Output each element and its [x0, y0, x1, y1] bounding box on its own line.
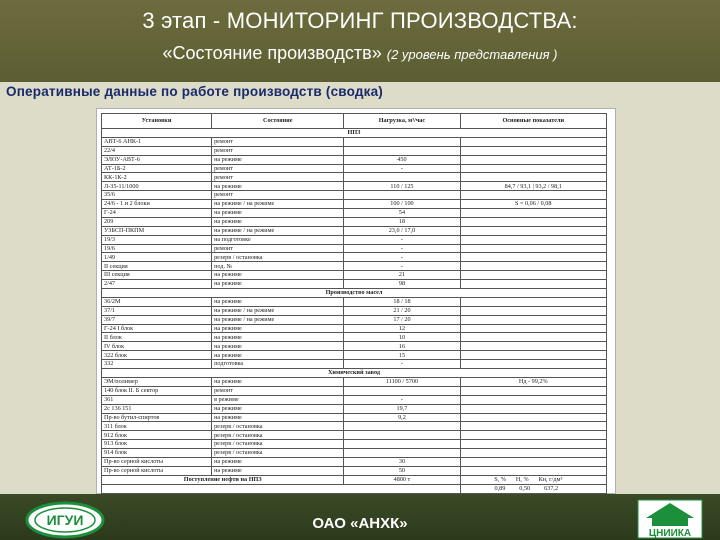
table-cell	[460, 351, 606, 360]
column-header: Нагрузка, м³/час	[344, 114, 460, 129]
table-row	[102, 280, 607, 289]
table-cell: подготовка	[212, 360, 344, 369]
total-row	[102, 475, 607, 484]
table-cell: 21	[344, 271, 460, 280]
table-cell: на режиме / на режиме	[212, 200, 344, 209]
table-cell	[460, 404, 606, 413]
table-row	[102, 351, 607, 360]
table-cell: на режиме / на режиме	[212, 315, 344, 324]
table-cell: на режиме	[212, 217, 344, 226]
table-row	[102, 422, 607, 431]
table-cell	[344, 137, 460, 146]
table-cell: IV блок	[102, 342, 212, 351]
table-cell: -	[344, 395, 460, 404]
table-row	[102, 217, 607, 226]
table-cell	[460, 235, 606, 244]
table-cell: ремонт	[212, 191, 344, 200]
table-cell	[460, 146, 606, 155]
summary-table	[101, 113, 607, 502]
table-cell	[344, 386, 460, 395]
table-row	[102, 182, 607, 191]
total-value: 4800 т	[344, 475, 460, 484]
table-row	[102, 360, 607, 369]
table-cell: ремонт	[212, 173, 344, 182]
table-cell: 84,7 / 93,1 | 93,2 / 98,1	[460, 182, 606, 191]
table-cell: 15	[344, 351, 460, 360]
total-value-item: 637,2	[544, 484, 559, 492]
table-cell: 2/47	[102, 280, 212, 289]
table-cell: 322 блок	[102, 351, 212, 360]
table-cell: под. №	[212, 262, 344, 271]
table-cell: АТ-1Б-2	[102, 164, 212, 173]
table-row	[102, 440, 607, 449]
table-cell: 2с 136 151	[102, 404, 212, 413]
table-cell: 21 / 20	[344, 306, 460, 315]
table-cell	[344, 431, 460, 440]
table-cell: резерв / остановка	[212, 253, 344, 262]
table-cell: резерв / остановка	[212, 422, 344, 431]
table-cell: 9,2	[344, 413, 460, 422]
table-cell: на подготовке	[212, 235, 344, 244]
table-cell: 24/6 - 1 и 2 блоки	[102, 200, 212, 209]
table-cell: ремонт	[212, 137, 344, 146]
table-cell: 39/7	[102, 315, 212, 324]
section-title: Оперативные данные по работе производств (сводка)	[6, 84, 383, 99]
table-cell: Пр-во бутил-спиртов	[102, 413, 212, 422]
table-cell: на режиме	[212, 413, 344, 422]
total-values	[460, 484, 606, 493]
table-row	[102, 200, 607, 209]
table-row	[102, 173, 607, 182]
table-cell: III секция	[102, 271, 212, 280]
subtitle-note: (2 уровень представления )	[386, 47, 558, 62]
table-cell	[460, 466, 606, 475]
table-cell: 23,0 / 17,0	[344, 226, 460, 235]
table-cell	[460, 360, 606, 369]
table-row	[102, 306, 607, 315]
table-cell: 36/2М	[102, 297, 212, 306]
summary-sheet	[96, 108, 616, 494]
table-cell: резерв / остановка	[212, 431, 344, 440]
column-header: Состояние	[212, 114, 344, 129]
table-cell	[460, 422, 606, 431]
table-cell: Пр-во серной кислоты	[102, 457, 212, 466]
table-cell: 37/1	[102, 306, 212, 315]
table-cell: 19/6	[102, 244, 212, 253]
table-cell: на режиме	[212, 404, 344, 413]
table-cell	[460, 164, 606, 173]
total-extra-label: Н, %	[515, 475, 529, 483]
table-cell: 16	[344, 342, 460, 351]
total-extra	[460, 475, 606, 484]
table-cell	[460, 297, 606, 306]
table-cell: ремонт	[212, 146, 344, 155]
table-cell: 361	[102, 395, 212, 404]
slide-subtitle	[0, 43, 720, 64]
table-cell: Пр-во серной кислоты	[102, 466, 212, 475]
table-cell: 35/6	[102, 191, 212, 200]
table-cell: резерв / остановка	[212, 440, 344, 449]
table-cell	[460, 342, 606, 351]
table-cell	[460, 217, 606, 226]
table-cell: 12	[344, 324, 460, 333]
table-cell	[460, 244, 606, 253]
table-cell	[460, 253, 606, 262]
table-cell: на режиме	[212, 182, 344, 191]
column-header: Установки	[102, 114, 212, 129]
table-cell	[460, 191, 606, 200]
table-cell: 22/4	[102, 146, 212, 155]
table-cell: на режиме	[212, 324, 344, 333]
table-cell: на режиме	[212, 333, 344, 342]
group-title: Производство масел	[102, 289, 607, 298]
table-cell	[460, 209, 606, 218]
table-row	[102, 457, 607, 466]
table-cell: на режиме	[212, 271, 344, 280]
table-row	[102, 431, 607, 440]
table-cell	[460, 440, 606, 449]
table-cell: 54	[344, 209, 460, 218]
table-cell: 450	[344, 155, 460, 164]
table-cell	[344, 422, 460, 431]
total-extra-label: S, %	[494, 475, 506, 483]
table-cell	[460, 457, 606, 466]
table-cell: 10	[344, 333, 460, 342]
table-row	[102, 271, 607, 280]
table-row	[102, 244, 607, 253]
table-cell	[460, 262, 606, 271]
table-cell	[460, 413, 606, 422]
table-cell	[344, 191, 460, 200]
table-cell: 19,7	[344, 404, 460, 413]
total-extra-label: Кн, г/дм³	[538, 475, 563, 483]
table-cell: в режиме	[212, 395, 344, 404]
table-cell	[460, 155, 606, 164]
table-cell	[460, 324, 606, 333]
table-cell: S = 0,06 / 0,08	[460, 200, 606, 209]
table-cell: резерв / остановка	[212, 449, 344, 458]
table-row	[102, 449, 607, 458]
group-header-row	[102, 289, 607, 298]
table-cell: на режиме	[212, 280, 344, 289]
table-cell	[344, 146, 460, 155]
table-cell: Нд - 99,2%	[460, 377, 606, 386]
table-cell	[460, 431, 606, 440]
table-cell: -	[344, 164, 460, 173]
table-cell: Г-24 I блок	[102, 324, 212, 333]
table-row	[102, 386, 607, 395]
table-cell: 18	[344, 217, 460, 226]
table-cell: II блок	[102, 333, 212, 342]
table-cell: 140 блок II. Б сектор	[102, 386, 212, 395]
table-row	[102, 146, 607, 155]
total-value-item: 0,50	[519, 484, 531, 492]
table-cell	[344, 449, 460, 458]
igui-logo-text: ИГУИ	[46, 512, 84, 528]
table-cell: 110 / 125	[344, 182, 460, 191]
table-header-row	[102, 114, 607, 129]
table-row	[102, 137, 607, 146]
table-cell	[460, 386, 606, 395]
table-cell	[460, 137, 606, 146]
table-cell: на режиме	[212, 342, 344, 351]
table-row	[102, 404, 607, 413]
table-cell: на режиме	[212, 297, 344, 306]
table-cell: на режиме / на режиме	[212, 306, 344, 315]
table-cell: ЭЛОУ-АВТ-6	[102, 155, 212, 164]
table-row	[102, 262, 607, 271]
table-cell	[460, 280, 606, 289]
table-cell: 19/3	[102, 235, 212, 244]
table-cell: -	[344, 262, 460, 271]
table-cell: на режиме	[212, 155, 344, 164]
table-cell	[460, 173, 606, 182]
table-cell: -	[344, 235, 460, 244]
table-cell: 50	[344, 466, 460, 475]
table-cell: на режиме	[212, 377, 344, 386]
group-header-row	[102, 369, 607, 378]
table-cell: Г-24	[102, 209, 212, 218]
table-cell: II секция	[102, 262, 212, 271]
table-cell: 913 блок	[102, 440, 212, 449]
cniika-logo	[636, 498, 704, 540]
table-row	[102, 342, 607, 351]
table-cell: ремонт	[212, 386, 344, 395]
cniika-logo-text: ЦНИИКА	[648, 528, 692, 539]
table-cell: 209	[102, 217, 212, 226]
table-row	[102, 324, 607, 333]
table-cell: 332	[102, 360, 212, 369]
table-cell: 100 / 100	[344, 200, 460, 209]
table-row	[102, 395, 607, 404]
table-row	[102, 297, 607, 306]
table-cell: на режиме	[212, 209, 344, 218]
total-label: Поступление нефти на НПЗ	[102, 475, 344, 484]
group-title: Химический завод	[102, 369, 607, 378]
table-cell: УЗБСП-ПКПМ	[102, 226, 212, 235]
table-cell: Л-35-11/1000	[102, 182, 212, 191]
group-title: НПЗ	[102, 129, 607, 138]
blank-cell	[102, 484, 461, 493]
table-cell: ремонт	[212, 164, 344, 173]
table-cell	[460, 395, 606, 404]
table-row	[102, 253, 607, 262]
table-cell: 98	[344, 280, 460, 289]
table-cell: на режиме	[212, 351, 344, 360]
table-cell	[460, 333, 606, 342]
table-cell: на режиме	[212, 466, 344, 475]
table-row	[102, 333, 607, 342]
table-cell: 30	[344, 457, 460, 466]
table-row	[102, 209, 607, 218]
table-cell	[460, 449, 606, 458]
table-row	[102, 235, 607, 244]
table-cell: 912 блок	[102, 431, 212, 440]
subtitle-main: «Состояние производств»	[162, 43, 382, 63]
table-cell: -	[344, 253, 460, 262]
table-cell	[460, 226, 606, 235]
table-cell: 311 блок	[102, 422, 212, 431]
table-cell: 18 / 18	[344, 297, 460, 306]
table-cell: ремонт	[212, 244, 344, 253]
table-row	[102, 315, 607, 324]
table-cell	[344, 173, 460, 182]
group-header-row	[102, 129, 607, 138]
table-cell: АВТ-6 АНК-1	[102, 137, 212, 146]
slide-title: 3 этап - МОНИТОРИНГ ПРОИЗВОДСТВА:	[142, 8, 578, 33]
table-cell: 1/49	[102, 253, 212, 262]
company-name: ОАО «АНХК»	[312, 515, 408, 532]
table-cell	[460, 315, 606, 324]
table-cell: 914 блок	[102, 449, 212, 458]
table-row	[102, 466, 607, 475]
table-cell: 11100 / 5700	[344, 377, 460, 386]
table-cell: на режиме	[212, 457, 344, 466]
column-header: Основные показатели	[460, 114, 606, 129]
table-cell: -	[344, 244, 460, 253]
table-row	[102, 377, 607, 386]
table-row	[102, 191, 607, 200]
table-cell: ЭМ/полимер	[102, 377, 212, 386]
table-cell	[460, 306, 606, 315]
table-cell	[344, 440, 460, 449]
table-cell	[460, 271, 606, 280]
table-row	[102, 155, 607, 164]
table-cell: КК-1К-2	[102, 173, 212, 182]
table-cell: 17 / 20	[344, 315, 460, 324]
total-values-row	[102, 484, 607, 493]
total-value-item: 0,89	[494, 484, 506, 492]
table-row	[102, 164, 607, 173]
table-cell: на режиме / на режиме	[212, 226, 344, 235]
table-row	[102, 226, 607, 235]
table-row	[102, 413, 607, 422]
table-cell: -	[344, 360, 460, 369]
